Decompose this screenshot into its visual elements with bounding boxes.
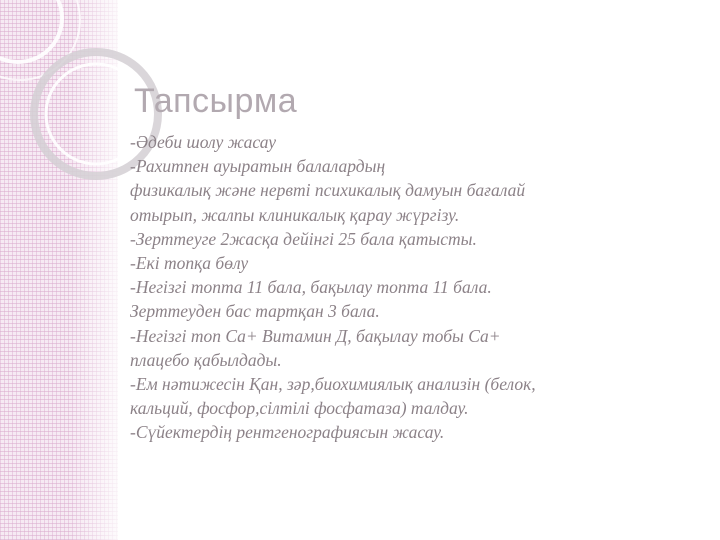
body-line: -Рахитпен ауыратын балалардың — [130, 156, 386, 177]
body-line: -Зерттеуге 2жасқа дейінгі 25 бала қатысты. — [130, 228, 477, 249]
body-line: плацебо қабылдады. — [130, 349, 282, 370]
body-line: -Негізгі топта 11 бала, бақылау топта 11 бала. — [130, 277, 492, 298]
body-line: -Негізгі топ Са+ Витамин Д, бақылау тобы Са+ — [130, 325, 501, 346]
slide-body-text — [130, 130, 690, 445]
body-line: кальций, фосфор,сілтілі фосфатаза) талдау. — [130, 398, 469, 419]
top-corner-ring — [0, 0, 80, 80]
body-line: Зерттеуден бас тартқан 3 бала. — [130, 301, 380, 322]
body-line: -Сүйектердің рентгенографиясын жасау. — [130, 422, 445, 443]
slide-title: Тапсырма — [134, 82, 298, 120]
body-line: -Екі топқа бөлу — [130, 253, 249, 274]
top-corner-circle — [0, 0, 62, 62]
body-line: -Әдеби шолу жасау — [130, 132, 276, 152]
body-line: отырып, жалпы клиникалық қарау жүргізу. — [130, 204, 460, 225]
body-line: -Ем нәтижесін Қан, зәр,биохимиялық анализін (белок, — [130, 374, 536, 395]
body-line: физикалық және нервті психикалық дамуын бағалай — [130, 180, 526, 201]
